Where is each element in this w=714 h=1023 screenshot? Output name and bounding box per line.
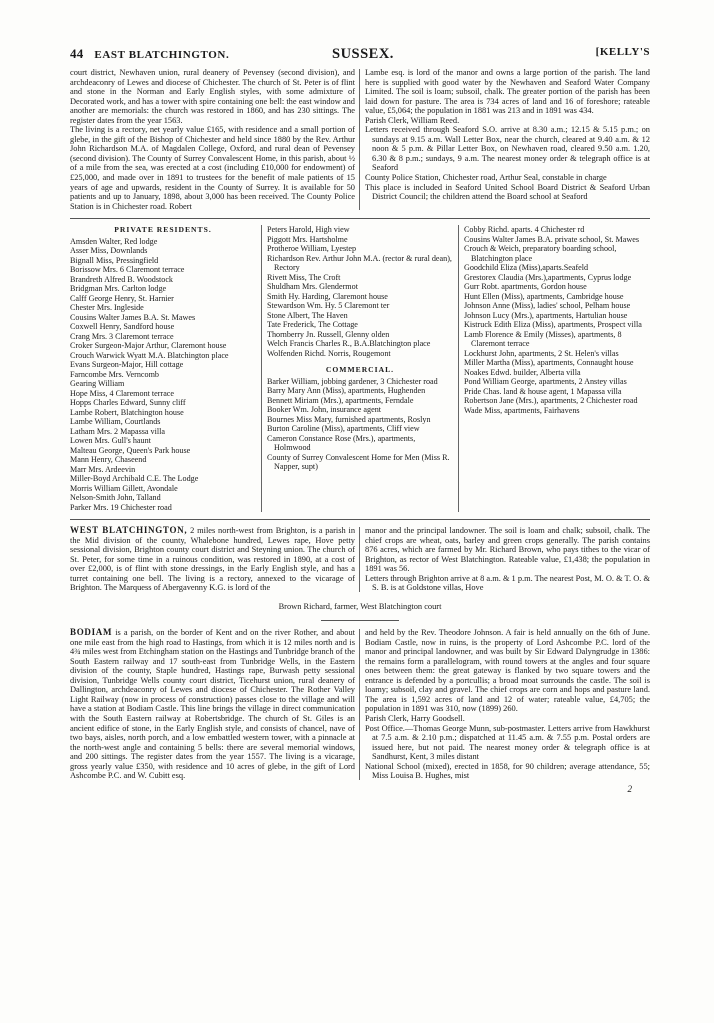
list-item: Robertson Jane (Mrs.), apartments, 2 Chichester road: [464, 396, 638, 406]
list-item: Miller-Boyd Archibald C.E. The Lodge: [70, 474, 199, 484]
list-item: Pride Chas. land & house agent, 1 Mapassa villa: [464, 386, 622, 396]
list-item: Barry Mary Ann (Miss), apartments, Hughenden: [267, 386, 426, 396]
list-item: Lambe Robert, Blatchington house: [70, 407, 184, 417]
directory-column-3: [464, 225, 650, 512]
list-item: Burton Caroline (Miss), apartments, Cliff view: [267, 424, 420, 434]
list-item: Protheroe William, Lyestep: [267, 244, 357, 254]
list-item: Chester Mrs. Ingleside: [70, 303, 144, 313]
list-item: Latham Mrs. 2 Mapassa villa: [70, 426, 165, 436]
section-rule: [70, 218, 650, 219]
running-head-county: SUSSEX.: [332, 46, 394, 62]
list-item: Smith Hy. Harding, Claremont house: [267, 291, 388, 301]
list-item: Rivett Miss, The Croft: [267, 272, 341, 282]
west-blatchington-section: [70, 526, 650, 593]
directory-column-1: [70, 225, 256, 512]
farmer-signature-entry: Brown Richard, farmer, West Blatchington court: [278, 602, 442, 612]
list-item: Lockhurst John, apartments, 2 St. Helen's villas: [464, 348, 619, 358]
page-number: 44: [70, 46, 84, 61]
list-item: Cousins Walter James B.A. private school, St. Mawes: [464, 234, 639, 244]
list-item: Borissow Mrs. 6 Claremont terrace: [70, 265, 185, 275]
parish-clerk-entry: Parish Clerk, Harry Goodsell.: [365, 713, 465, 723]
list-item: Lamb Florence & Emily (Misses), apartments, 8 Claremont terrace: [464, 329, 622, 349]
list-item: Lowen Mrs. Gull's haunt: [70, 436, 151, 446]
list-item: Grestorex Claudia (Mrs.),apartments, Cyprus lodge: [464, 272, 632, 282]
parish-clerk-entry: Parish Clerk, William Reed.: [365, 115, 460, 125]
list-item: Barker William, jobbing gardener, 3 Chichester road: [267, 376, 438, 386]
list-item: Johnson Lucy (Mrs.), apartments, Hartulian house: [464, 310, 628, 320]
west-blatchington-left-column: [70, 526, 355, 593]
list-item: Farncombe Mrs. Verncomb: [70, 369, 159, 379]
paragraph: manor and the principal landowner. The soil is loam and chalk; subsoil, chalk. The chief crops are wheat, oats, barley and green crops generally. The parish contains 876 acres, which are farmed by Mr. Richard Brown, who pays tithes to the vicar of Brighton, as rector of West Blatchington. Rateable value, £1,438; the population in 1891 was 56.: [365, 526, 650, 574]
list-item: Crang Mrs. 3 Claremont terrace: [70, 331, 174, 341]
section-rule: [70, 519, 650, 520]
list-item: Bournes Miss Mary, furnished apartments, Roslyn: [267, 414, 431, 424]
list-item: Amsden Walter, Red lodge: [70, 236, 158, 246]
list-item: Richardson Rev. Arthur John M.A. (rector & rural dean), Rectory: [267, 253, 452, 273]
list-item: Croker Surgeon-Major Arthur, Claremont house: [70, 341, 227, 351]
list-item: Kistruck Edith Eliza (Miss), apartments, Prospect villa: [464, 320, 642, 330]
column-divider: [453, 225, 464, 512]
column-divider: [256, 225, 267, 512]
east-blatchington-left-column: [70, 68, 355, 211]
east-blatchington-right-column: [365, 68, 650, 211]
list-item: Morris William Gillett, Avondale: [70, 483, 178, 493]
directory-listings: [70, 225, 650, 512]
place-name-lead: BODIAM: [70, 627, 113, 638]
list-item: Cameron Constance Rose (Mrs.), apartments, Holmwood: [267, 433, 416, 453]
private-residents-heading: PRIVATE RESIDENTS.: [114, 225, 212, 235]
paragraph: [70, 526, 355, 593]
list-item: Crouch Warwick Wyatt M.A. Blatchington place: [70, 350, 229, 360]
list-item: Cousins Walter James B.A. St. Mawes: [70, 312, 196, 322]
national-school-entry: National School (mixed), erected in 1858, for 90 children; average attendance, 55; Miss Louisa B. Hughes, mist: [365, 761, 650, 781]
commercial-heading: COMMERCIAL.: [325, 365, 395, 375]
catchword-signature-mark: 2: [627, 783, 632, 794]
list-item: Bignall Miss, Pressingfield: [70, 255, 159, 265]
paragraph: [70, 628, 355, 781]
list-item: Mann Henry, Chaseend: [70, 455, 147, 465]
running-head: [70, 46, 650, 61]
list-item: Parker Mrs. 19 Chichester road: [70, 502, 172, 512]
list-item: Nelson-Smith John, Talland: [70, 493, 161, 503]
list-item: Shuldham Mrs. Glendermot: [267, 282, 358, 292]
postal-information-entry: Letters received through Seaford S.O. arrive at 8.30 a.m.; 12.15 & 5.15 p.m.; on sundays at 9.15 a.m. Wall Letter Box, near the church, cleared at 9.40 a.m. & 12 noon & 5 p.m. & Pillar Letter Box, on Newhaven road, cleared 9.50 a.m. 1.20, 6.30 & 8 p.m.; sundays, 9 a.m. The nearest money order & telegraph office is at Seaford: [365, 125, 650, 173]
paragraph: The living is a rectory, net yearly value £165, with residence and a small portion of glebe, in the gift of the Bishop of Chichester and held since 1880 by the Rev. Arthur John Richardson M.A. of Magdalen College, Oxford, and rural dean of Pevensey (second division). The County of Surrey Convalescent Home, in this parish, about ½ of a mile from the sea, was erected at a cost (including £10,000 for endowment) of £25,000, and made over in 1891 to trustees for the benefit of male patients of 15 years of age and upwards, resident in the County of Surrey. It is available for 50 patients and up to January, 1898, about 3,000 has been received. The County Police Station is in Chichester road. Robert: [70, 125, 355, 211]
list-item: Welch Francis Charles R., B.A.Blatchington place: [267, 339, 431, 349]
list-item: Piggott Mrs. Hartsholme: [267, 234, 348, 244]
list-item: Brandreth Alfred B. Woodstock: [70, 274, 173, 284]
column-divider: [355, 68, 365, 211]
list-item: Coxwell Henry, Sandford house: [70, 322, 175, 332]
police-station-entry: County Police Station, Chichester road, Arthur Seal, constable in charge: [365, 173, 607, 183]
list-item: Hopps Charles Edward, Sunny cliff: [70, 398, 186, 408]
list-item: Cobby Richd. aparts. 4 Chichester rd: [464, 225, 585, 235]
list-item: Calff George Henry, St. Harnier: [70, 293, 174, 303]
list-item: Stewardson Wm. Hy. 5 Claremont ter: [267, 301, 390, 311]
bodiam-section: [70, 628, 650, 781]
list-item: Evans Surgeon-Major, Hill cottage: [70, 360, 184, 370]
paragraph-text: is a parish, on the border of Kent and on the river Rother, and about one mile east from the high road to Hastings, from which it is 12 miles north and is 4¾ miles west from Etchingham station on the Hastings and Tunbridge branch of the South Eastern railway and 17 south-east from Tunbridge Wells, in the Eastern division of the county, Staple hundred, Hastings rape, Burwash petty sessional division, Tunbridge Wells county court district, Ticehurst union, rural deanery of Dallington, archdeaconry of Lewes and diocese of Chichester. The Rother Valley Light Railway (now in process of construction) passes close to the village and will have a station at Bodiam Castle. This line brings the village in direct communication with the South Eastern railway at Robertsbridge. The church of St. Giles is an ancient edifice of stone, in the Early English style, and consists of chancel, nave of two bays, aisles, north porch, and a low embattled western tower, with a pinnacle at the north-west angle and containing 5 bells: there are several memorial windows, and 200 sittings. The register dates from the year 1557. The living is a vicarage, gross yearly value £350, with residence and 10 acres of glebe, in the gift of Lord Ashcombe P.C. and W. Cubitt esq.: [70, 628, 356, 781]
list-item: Gurr Robt. apartments, Gordon house: [464, 282, 587, 292]
list-item: Pond William George, apartments, 2 Anstey villas: [464, 377, 627, 387]
list-item: Goodchild Eliza (Miss),aparts.Seafeld: [464, 263, 589, 273]
list-item: Crouch & Weich, preparatory boarding school, Blatchington place: [464, 244, 617, 263]
column-divider: [355, 526, 365, 593]
list-item: Wolfenden Richd. Norris, Rougemont: [267, 348, 391, 358]
paragraph: court district, Newhaven union, rural deanery of Pevensey (second division), and archdeaconry of Lewes and diocese of Chichester. The church of St. Peter is of flint and stone in the Norman and Early English styles, with some admixture of Decorated work, and has a tower with spire containing one bell: the east window and another are memorials: the church was restored in 1860, and has 230 sittings. The register dates from the year 1563.: [70, 68, 355, 125]
list-item: Hope Miss, 4 Claremont terrace: [70, 388, 175, 398]
list-item: County of Surrey Convalescent Home for Men (Miss R. Napper, supt): [267, 452, 450, 472]
column-divider: [355, 628, 365, 781]
list-item: Tate Frederick, The Cottage: [267, 320, 358, 330]
list-item: Asser Miss, Downlands: [70, 246, 148, 256]
bodiam-left-column: [70, 628, 355, 781]
directory-column-2: [267, 225, 453, 512]
list-item: Malteau George, Queen's Park house: [70, 445, 191, 455]
list-item: Noakes Edwd. builder, Alberta villa: [464, 367, 581, 377]
list-item: Peters Harold, High view: [267, 225, 350, 235]
list-item: Marr Mrs. Ardeevin: [70, 464, 136, 474]
page-content: [70, 46, 650, 794]
post-office-entry: Post Office.—Thomas George Munn, sub-postmaster. Letters arrive from Hawkhurst at 7.5 a.m. & 2.10 p.m.; dispatched at 11.45 a.m. & 7.55 p.m. Postal orders are issued here, but not paid. The nearest money order & telegraph office is at Sandhurst, Kent, 3 miles distant: [365, 723, 650, 762]
list-item: Lambe William, Courtlands: [70, 417, 161, 427]
list-item: Booker Wm. John, insurance agent: [267, 405, 382, 415]
paragraph: and held by the Rev. Theodore Johnson. A fair is held annually on the 6th of June. Bodiam Castle, now in ruins, is the property of Lord Ashcombe P.C. lord of the manor and principal landowner, and was built by Sir Edward Dalyngrudge in 1386: the remains form a parallelogram, with round towers at the angles and four square ones between them: the great gateway is flanked by two square towers and the entrance is defended by a portcullis; a broad moat surrounds the castle. The soil is loamy; subsoil, clay and gravel. The chief crops are corn and hops and pasture land. The area is 1,592 acres of land and 12 of water; rateable value, £4,705; the population in 1891 was 310, now (1899) 260.: [365, 628, 650, 714]
list-item: Hunt Ellen (Miss), apartments, Cambridge house: [464, 291, 624, 301]
paragraph-text: 2 miles north-west from Brighton, is a parish in the Mid division of the county, Whalebone hundred, Lewes rape, Hove petty sessional division, Brighton county court district and Steyning union. The church of St. Peter, for some time in a ruinous condition, was restored in 1890, at a cost of over £2,000, is of flint with stone dressings, in the Early English style, and has a turret containing one bell. The living is a rectory, annexed to the vicarage of Brighton. The Marquess of Abergavenny K.G. is lord of the: [70, 526, 356, 593]
place-name-lead: WEST BLATCHINGTON,: [70, 525, 188, 536]
east-blatchington-prose: [70, 68, 650, 211]
postal-information-entry: Letters through Brighton arrive at 8 a.m. & 1 p.m. The nearest Post, M. O. & T. O. & S. B. is at Goldstone villas, Hove: [365, 573, 650, 593]
running-head-publisher: [KELLY'S: [595, 46, 650, 58]
list-item: Miller Martha (Miss), apartments, Connaught house: [464, 358, 634, 368]
list-item: Johnson Anne (Miss), ladies' school, Pelham house: [464, 301, 631, 311]
running-head-place: EAST BLATCHINGTON.: [94, 49, 230, 61]
bodiam-right-column: [365, 628, 650, 781]
list-item: Thornberry Jn. Russell, Glenny olden: [267, 329, 390, 339]
list-item: Wade Miss, apartments, Fairhavens: [464, 405, 580, 415]
paragraph: Lambe esq. is lord of the manor and owns a large portion of the parish. The land here is supplied with good water by the Newhaven and Seaford Water Company Limited. The soil is loam; subsoil, chalk. The greater portion of the parish has been laid down for pasture. The area is 734 acres of land and 16 of foreshore; rateable value, £5,064; the population in 1881 was 213 and in 1891 was 434.: [365, 68, 650, 116]
section-rule-short: [321, 620, 399, 621]
west-blatchington-right-column: [365, 526, 650, 593]
list-item: Bridgman Mrs. Carlton lodge: [70, 284, 167, 294]
list-item: Gearing William: [70, 379, 125, 389]
school-board-entry: This place is included in Seaford United School Board District & Seaford Urban District Council; the children attend the Board school at Seaford: [365, 182, 650, 202]
list-item: Bennett Miriam (Mrs.), apartments, Ferndale: [267, 395, 414, 405]
list-item: Stone Albert, The Haven: [267, 310, 348, 320]
